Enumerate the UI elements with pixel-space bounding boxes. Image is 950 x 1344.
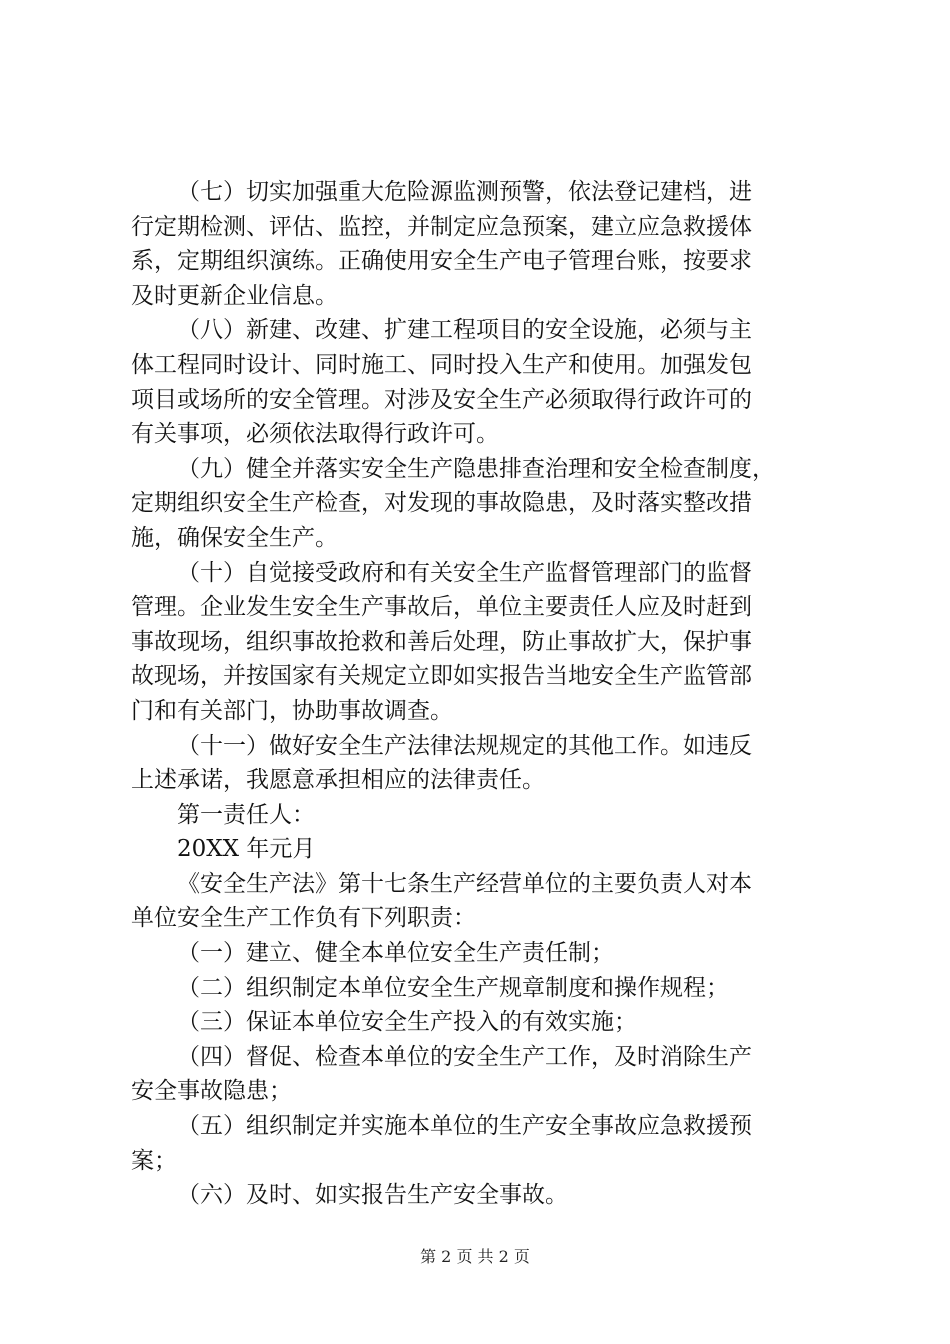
document-body <box>131 175 831 1213</box>
text-line: （五）组织制定并实施本单位的生产安全事故应急救援预 <box>177 1113 752 1140</box>
page-footer: 第 2 页 共 2 页 <box>420 1247 530 1266</box>
text-line: 20XX 年元月 <box>177 836 316 863</box>
text-line: （七）切实加强重大危险源监测预警，依法登记建档，进 <box>177 179 752 205</box>
text-line: （九）健全并落实安全生产隐患排查治理和安全检查制度， <box>177 455 775 482</box>
text-line: 定期组织安全生产检查，对发现的事故隐患，及时落实整改措 <box>131 490 752 517</box>
text-line: 上述承诺，我愿意承担相应的法律责任。 <box>131 767 545 794</box>
text-line: 案； <box>131 1147 177 1174</box>
text-line: 系，定期组织演练。正确使用安全生产电子管理台账，按要求 <box>131 248 752 275</box>
text-line: 行定期检测、评估、监控，并制定应急预案，建立应急救援体 <box>131 213 752 240</box>
text-line: （三）保证本单位安全生产投入的有效实施； <box>177 1009 637 1036</box>
text-line: 安全事故隐患； <box>131 1078 292 1105</box>
text-line: 项目或场所的安全管理。对涉及安全生产必须取得行政许可的 <box>131 386 752 413</box>
text-line: （六）及时、如实报告生产安全事故。 <box>177 1182 568 1209</box>
text-line: （四）督促、检查本单位的安全生产工作，及时消除生产 <box>177 1043 752 1070</box>
text-line: 《安全生产法》第十七条生产经营单位的主要负责人对本 <box>177 870 752 897</box>
text-line: （二）组织制定本单位安全生产规章制度和操作规程； <box>177 974 729 1001</box>
text-line: 及时更新企业信息。 <box>131 282 338 309</box>
text-line: （一）建立、健全本单位安全生产责任制； <box>177 940 614 967</box>
text-line: 门和有关部门，协助事故调查。 <box>131 697 453 724</box>
text-line: 故现场，并按国家有关规定立即如实报告当地安全生产监管部 <box>131 663 752 690</box>
text-line: 单位安全生产工作负有下列职责： <box>131 905 476 932</box>
text-line: （八）新建、改建、扩建工程项目的安全设施，必须与主 <box>177 317 752 344</box>
text-line: 施，确保安全生产。 <box>131 524 338 551</box>
text-line: 体工程同时设计、同时施工、同时投入生产和使用。加强发包 <box>131 351 752 378</box>
text-line: 管理。企业发生安全生产事故后，单位主要责任人应及时赶到 <box>131 594 752 621</box>
text-line: 第一责任人： <box>177 801 315 828</box>
text-line: （十）自觉接受政府和有关安全生产监督管理部门的监督 <box>177 559 752 586</box>
text-line: 有关事项，必须依法取得行政许可。 <box>131 421 499 448</box>
text-line: 事故现场，组织事故抢救和善后处理，防止事故扩大，保护事 <box>131 628 752 655</box>
text-line: （十一）做好安全生产法律法规规定的其他工作。如违反 <box>177 732 752 759</box>
